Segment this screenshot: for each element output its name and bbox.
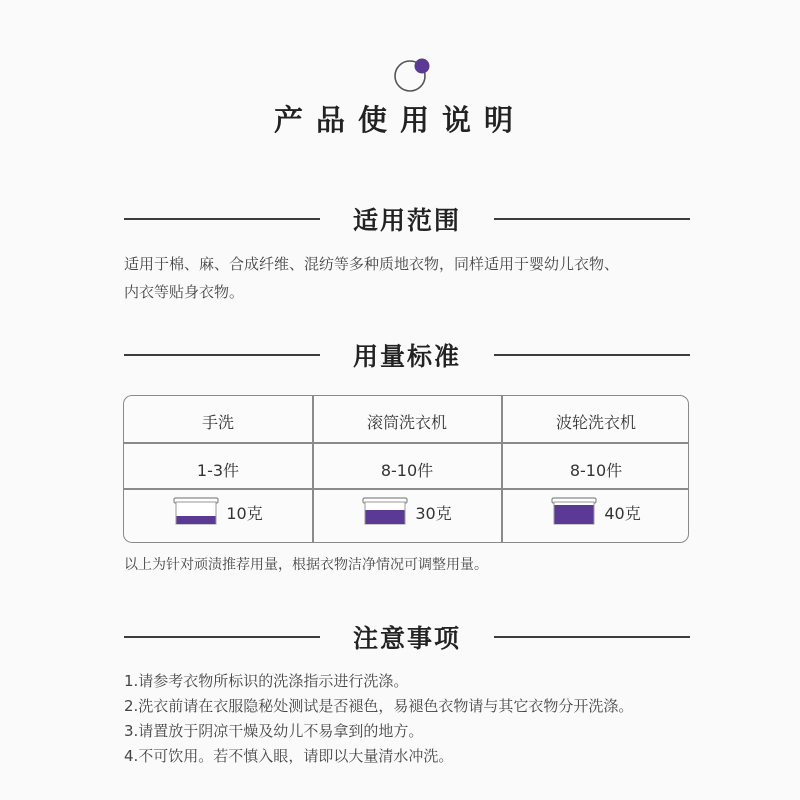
- brand-logo-icon: [392, 56, 432, 96]
- dose-amount: [313, 496, 501, 536]
- item-count: 1-3件: [196, 461, 240, 480]
- column-header: 滚筒洗衣机: [366, 413, 447, 432]
- dosage-column-drum-washer: [313, 396, 501, 542]
- column-header: 波轮洗衣机: [555, 413, 636, 432]
- divider-line: [494, 354, 690, 356]
- cautions-list: [124, 669, 724, 769]
- caution-item: 1.请参考衣物所标识的洗涤指示进行洗涤。: [124, 672, 409, 690]
- dose-amount-text: 40克: [604, 503, 641, 523]
- caution-item: 2.洗衣前请在衣服隐秘处测试是否褪色，易褪色衣物请与其它衣物分开洗涤。: [124, 697, 634, 715]
- dosage-note: 以上为针对顽渍推荐用量，根据衣物洁净情况可调整用量。: [124, 557, 488, 573]
- dosage-column-impeller-washer: [502, 396, 689, 542]
- divider-line: [494, 218, 690, 220]
- dosage-section-heading: [124, 335, 690, 375]
- dose-amount-text: 10克: [226, 503, 263, 523]
- dose-amount-text: 30克: [415, 503, 452, 523]
- column-header: 手洗: [201, 413, 234, 432]
- cautions-heading-label: 注意事项: [352, 624, 461, 653]
- dose-amount: [502, 496, 689, 536]
- dose-amount: [124, 496, 312, 536]
- scope-description: [124, 250, 704, 306]
- caution-item: 4.不可饮用。若不慎入眼，请即以大量清水冲洗。: [124, 747, 454, 765]
- dosage-table: [123, 395, 689, 543]
- cautions-section-heading: [124, 617, 690, 657]
- scope-line-1: 适用于棉、麻、合成纤维、混纺等多种质地衣物，同样适用于婴幼儿衣物、: [124, 255, 620, 273]
- page-title: 产品使用说明: [273, 103, 526, 137]
- scope-heading-label: 适用范围: [352, 206, 461, 235]
- measuring-cup-icon: [173, 496, 219, 528]
- item-count: 8-10件: [380, 461, 434, 480]
- scope-section-heading: [124, 199, 690, 239]
- item-count: 8-10件: [569, 461, 623, 480]
- divider-line: [494, 636, 690, 638]
- dosage-column-hand-wash: [124, 396, 312, 542]
- measuring-cup-icon: [551, 496, 597, 528]
- scope-line-2: 内衣等贴身衣物。: [124, 283, 245, 301]
- dosage-heading-label: 用量标准: [352, 342, 461, 371]
- caution-item: 3.请置放于阴凉干燥及幼儿不易拿到的地方。: [124, 722, 424, 740]
- measuring-cup-icon: [362, 496, 408, 528]
